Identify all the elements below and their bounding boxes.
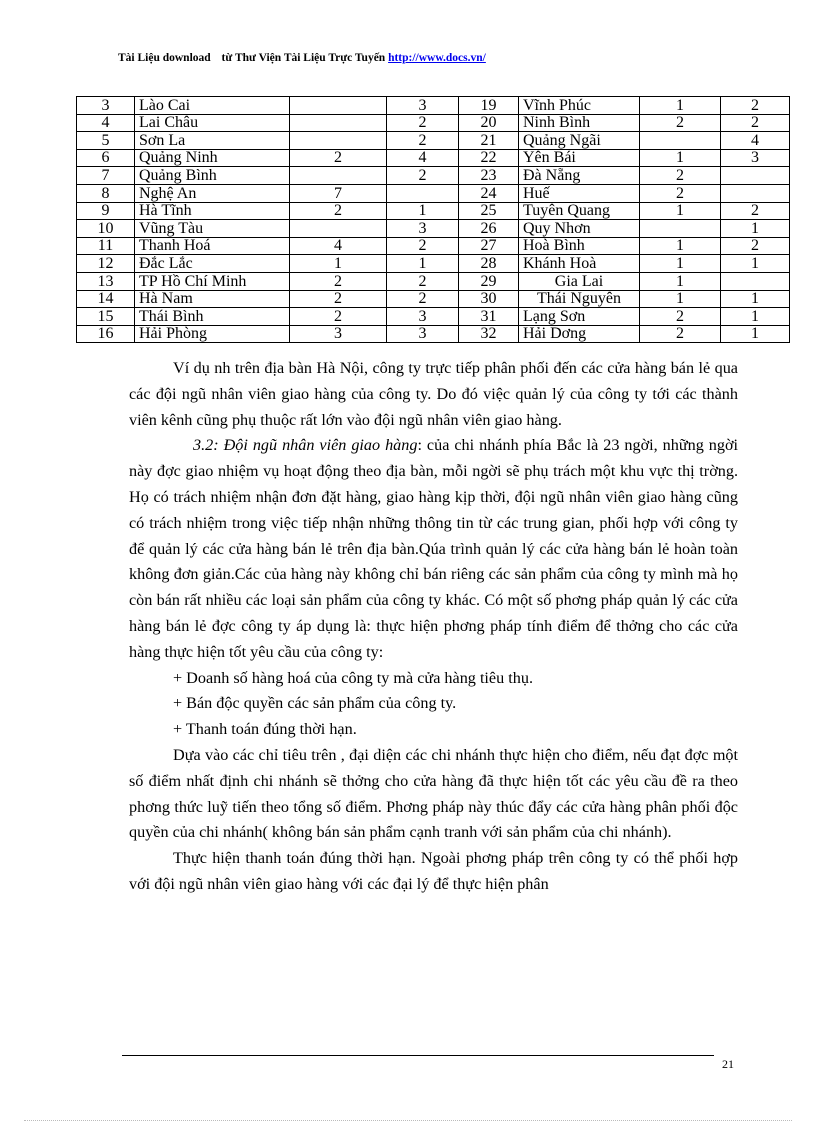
cell-value-a-left: 7 [290, 184, 387, 202]
cell-province-left: Hải Phòng [135, 325, 290, 343]
cell-province-left: Thanh Hoá [135, 237, 290, 255]
cell-value-b-left: 2 [387, 114, 459, 132]
cell-value-a-right: 1 [640, 237, 721, 255]
cell-province-left: Thái Bình [135, 308, 290, 326]
cell-province-right: Hải Dơng [519, 325, 640, 343]
cell-stt-right: 20 [459, 114, 519, 132]
cell-stt-right: 32 [459, 325, 519, 343]
cell-value-b-left: 1 [387, 255, 459, 273]
cell-stt-left: 12 [77, 255, 135, 273]
table-row [77, 114, 790, 132]
cell-value-a-right: 2 [640, 308, 721, 326]
cell-value-b-left: 3 [387, 97, 459, 115]
cell-value-b-right: 1 [721, 325, 790, 343]
cell-province-right: Tuyên Quang [519, 202, 640, 220]
cell-value-b-right: 2 [721, 237, 790, 255]
cell-province-right: Quảng Ngãi [519, 132, 640, 150]
cell-value-b-right: 2 [721, 97, 790, 115]
cell-value-a-right: 2 [640, 325, 721, 343]
table-row [77, 167, 790, 185]
paragraph: Ví dụ nh trên địa bàn Hà Nội, công ty trực tiếp phân phối đến các cửa hàng bán lẻ qua các đội ngũ nhân viên giao hàng của công ty. Do đó việc quản lý của công ty tới các thành viên kênh cũng phụ thuộc rất lớn vào đội ngũ nhân viên giao hàng. [129, 359, 738, 429]
cell-value-b-right: 1 [721, 255, 790, 273]
cell-province-left: Hà Nam [135, 290, 290, 308]
cell-stt-left: 3 [77, 97, 135, 115]
header-link[interactable]: http://www.docs.vn/ [388, 52, 486, 64]
cell-province-left: Sơn La [135, 132, 290, 150]
cell-value-a-right: 1 [640, 290, 721, 308]
section-heading: 3.2: Đội ngũ nhân viên giao hàng [193, 436, 418, 455]
cell-stt-left: 5 [77, 132, 135, 150]
cell-value-a-left: 2 [290, 308, 387, 326]
cell-value-a-left: 4 [290, 237, 387, 255]
cell-stt-right: 28 [459, 255, 519, 273]
footer-divider [122, 1055, 714, 1056]
cell-value-a-right: 1 [640, 255, 721, 273]
cell-value-b-right [721, 272, 790, 290]
cell-value-a-left: 2 [290, 272, 387, 290]
table-row [77, 290, 790, 308]
cell-value-b-left: 2 [387, 167, 459, 185]
cell-stt-left: 14 [77, 290, 135, 308]
cell-province-right: Vĩnh Phúc [519, 97, 640, 115]
cell-province-right: Hoà Bình [519, 237, 640, 255]
page-header [118, 52, 486, 64]
cell-value-b-left: 3 [387, 308, 459, 326]
cell-value-b-left: 3 [387, 325, 459, 343]
cell-value-a-right: 1 [640, 202, 721, 220]
cell-value-a-left [290, 167, 387, 185]
paragraph: Dựa vào các chỉ tiêu trên , đại diện các chi nhánh thực hiện cho điểm, nếu đạt đợc một số điểm nhất định chi nhánh sẽ thởng cho cửa hàng đã thực hiện tốt các yêu cầu đề ra theo phơng thức luỹ tiến theo tổng số điểm. Phơng pháp này thúc đẩy các cửa hàng phân phối độc quyền của chi nhánh( không bán sản phẩm cạnh tranh với sản phẩm của chi nhánh). [129, 745, 738, 842]
cell-province-right: Thái Nguyên [519, 290, 640, 308]
cell-value-b-right [721, 167, 790, 185]
cell-stt-left: 6 [77, 149, 135, 167]
cell-stt-left: 7 [77, 167, 135, 185]
cell-value-b-right: 4 [721, 132, 790, 150]
cell-stt-right: 21 [459, 132, 519, 150]
cell-value-a-right: 1 [640, 272, 721, 290]
cell-province-right: Lạng Sơn [519, 308, 640, 326]
cell-value-a-right: 1 [640, 97, 721, 115]
table-body [77, 97, 790, 343]
cell-value-b-left [387, 184, 459, 202]
cell-stt-right: 19 [459, 97, 519, 115]
cell-value-b-left: 1 [387, 202, 459, 220]
list-item: + Doanh số hàng hoá của công ty mà cửa hàng tiêu thụ. [173, 668, 533, 687]
cell-stt-right: 27 [459, 237, 519, 255]
cell-stt-right: 24 [459, 184, 519, 202]
cell-province-left: Lai Châu [135, 114, 290, 132]
cell-province-right: Huế [519, 184, 640, 202]
cell-value-b-left: 2 [387, 132, 459, 150]
cell-province-left: Đắc Lắc [135, 255, 290, 273]
table-row [77, 149, 790, 167]
paragraph: Thực hiện thanh toán đúng thời hạn. Ngoài phơng pháp trên công ty có thể phối hợp với đội ngũ nhân viên giao hàng với các đại lý để thực hiện phân [129, 849, 738, 893]
cell-province-left: Nghệ An [135, 184, 290, 202]
cell-value-a-left: 3 [290, 325, 387, 343]
page-number: 21 [722, 1057, 734, 1071]
cell-value-a-right: 1 [640, 149, 721, 167]
cell-value-a-left [290, 97, 387, 115]
cell-stt-left: 15 [77, 308, 135, 326]
table-row [77, 272, 790, 290]
cell-stt-right: 23 [459, 167, 519, 185]
body-text [129, 356, 738, 898]
table-row [77, 97, 790, 115]
cell-value-b-right: 3 [721, 149, 790, 167]
cell-province-left: Quảng Bình [135, 167, 290, 185]
table-row [77, 202, 790, 220]
cell-value-a-left: 1 [290, 255, 387, 273]
paragraph-section-3-2 [129, 433, 738, 665]
cell-province-left: Vũng Tàu [135, 220, 290, 238]
header-text: Tài Liệu download [118, 52, 211, 64]
cell-stt-left: 13 [77, 272, 135, 290]
cell-value-a-right: 2 [640, 167, 721, 185]
table-row [77, 237, 790, 255]
cell-province-right: Đà Nẵng [519, 167, 640, 185]
cell-value-a-left: 2 [290, 149, 387, 167]
cell-province-right: Ninh Bình [519, 114, 640, 132]
cell-value-a-right: 2 [640, 114, 721, 132]
cell-stt-right: 29 [459, 272, 519, 290]
table-row [77, 308, 790, 326]
table-row [77, 325, 790, 343]
cell-value-b-right: 2 [721, 202, 790, 220]
header-text-2: từ Thư Viện Tài Liệu Trực Tuyến [221, 52, 386, 64]
cell-stt-left: 10 [77, 220, 135, 238]
section-text: : của chi nhánh phía Bắc là 23 ngời, những ngời này đợc giao nhiệm vụ hoạt động theo địa bàn, mỗi ngời sẽ phụ trách một khu vực thị trờng. Họ có trách nhiệm nhận đơn đặt hàng, giao hàng kịp thời, đội ngũ nhân viên giao hàng cũng có trách nhiệm trong việc tiếp nhận những thông tin từ các trung gian, phối hợp với công ty để quản lý các cửa hàng bán lẻ trên địa bàn.Qúa trình quản lý các cửa hàng bán lẻ hoàn toàn không đơn giản.Các của hàng này không chỉ bán riêng các sản phẩm của công ty mình mà họ còn bán rất nhiều các loại sản phẩm của công ty khác. Có một số phơng pháp quản lý các cửa hàng bán lẻ đợc công ty áp dụng là: thực hiện phơng pháp tính điểm để thởng cho các cửa hàng thực hiện tốt yêu cầu của công ty: [129, 436, 738, 661]
cell-province-left: Quảng Ninh [135, 149, 290, 167]
cell-stt-right: 26 [459, 220, 519, 238]
cell-stt-left: 16 [77, 325, 135, 343]
table-row [77, 132, 790, 150]
table-row [77, 255, 790, 273]
cell-value-a-right: 2 [640, 184, 721, 202]
cell-value-a-left: 2 [290, 290, 387, 308]
cell-stt-left: 9 [77, 202, 135, 220]
table-row [77, 220, 790, 238]
cell-value-b-right: 1 [721, 308, 790, 326]
cell-value-b-left: 2 [387, 237, 459, 255]
cell-value-b-right: 1 [721, 220, 790, 238]
cell-value-a-right [640, 220, 721, 238]
cell-stt-left: 4 [77, 114, 135, 132]
cell-value-a-left [290, 220, 387, 238]
cell-stt-right: 31 [459, 308, 519, 326]
cell-province-right: Gia Lai [519, 272, 640, 290]
cell-value-b-left: 3 [387, 220, 459, 238]
cell-value-b-left: 4 [387, 149, 459, 167]
cell-value-b-left: 2 [387, 290, 459, 308]
list-item: + Bán độc quyền các sản phẩm của công ty. [173, 694, 457, 713]
cell-value-a-left: 2 [290, 202, 387, 220]
cell-value-b-right [721, 184, 790, 202]
cell-stt-right: 22 [459, 149, 519, 167]
cell-value-a-left [290, 114, 387, 132]
cell-stt-left: 11 [77, 237, 135, 255]
page-edge [24, 1120, 792, 1121]
cell-province-right: Quy Nhơn [519, 220, 640, 238]
cell-province-right: Khánh Hoà [519, 255, 640, 273]
cell-stt-right: 30 [459, 290, 519, 308]
cell-value-a-left [290, 132, 387, 150]
cell-value-b-right: 1 [721, 290, 790, 308]
cell-province-right: Yên Bái [519, 149, 640, 167]
cell-value-b-left: 2 [387, 272, 459, 290]
cell-value-a-right [640, 132, 721, 150]
table-row [77, 184, 790, 202]
distribution-table [76, 96, 790, 343]
list-item: + Thanh toán đúng thời hạn. [173, 720, 357, 739]
cell-province-left: Hà Tĩnh [135, 202, 290, 220]
cell-province-left: TP Hồ Chí Minh [135, 272, 290, 290]
cell-value-b-right: 2 [721, 114, 790, 132]
cell-province-left: Lào Cai [135, 97, 290, 115]
cell-stt-right: 25 [459, 202, 519, 220]
cell-stt-left: 8 [77, 184, 135, 202]
